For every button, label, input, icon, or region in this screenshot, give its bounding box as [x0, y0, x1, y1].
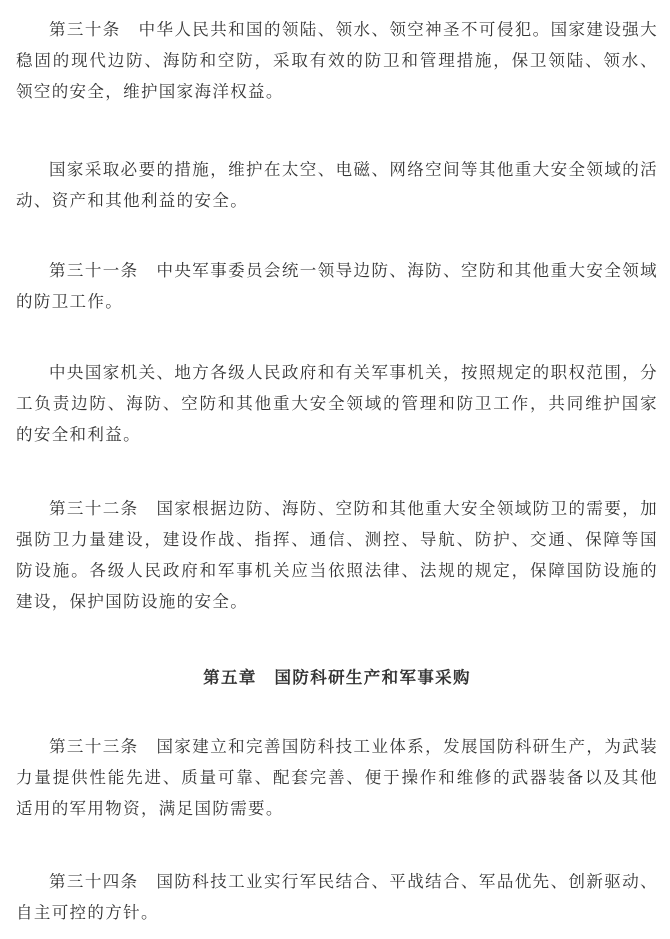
article-34-paragraph: 第三十四条 国防科技工业实行军民结合、平战结合、军品优先、创新驱动、自主可控的方针。	[16, 872, 658, 922]
chapter-heading: 第五章 国防科研生产和军事采购	[203, 668, 471, 687]
article-30-paragraph: 第三十条 中华人民共和国的领陆、领水、领空神圣不可侵犯。国家建设强大稳固的现代边防、海防和空防，采取有效的防卫和管理措施，保卫领陆、领水、领空的安全，维护国家海洋权益。	[16, 20, 658, 101]
article-32-paragraph: 第三十二条 国家根据边防、海防、空防和其他重大安全领域防卫的需要，加强防卫力量建设，建设作战、指挥、通信、测控、导航、防护、交通、保障等国防设施。各级人民政府和军事机关应当依照法律、法规的规定，保障国防设施的建设，保护国防设施的安全。	[16, 499, 658, 611]
article-33-paragraph: 第三十三条 国家建立和完善国防科技工业体系，发展国防科研生产，为武装力量提供性能先进、质量可靠、配套完善、便于操作和维修的武器装备以及其他适用的军用物资，满足国防需要。	[16, 737, 658, 818]
article-30-paragraph-2: 国家采取必要的措施，维护在太空、电磁、网络空间等其他重大安全领域的活动、资产和其他利益的安全。	[16, 160, 658, 210]
article-31-paragraph-2: 中央国家机关、地方各级人民政府和有关军事机关，按照规定的职权范围，分工负责边防、海防、空防和其他重大安全领域的管理和防卫工作，共同维护国家的安全和利益。	[16, 363, 658, 444]
article-31-paragraph: 第三十一条 中央军事委员会统一领导边防、海防、空防和其他重大安全领域的防卫工作。	[16, 261, 658, 311]
